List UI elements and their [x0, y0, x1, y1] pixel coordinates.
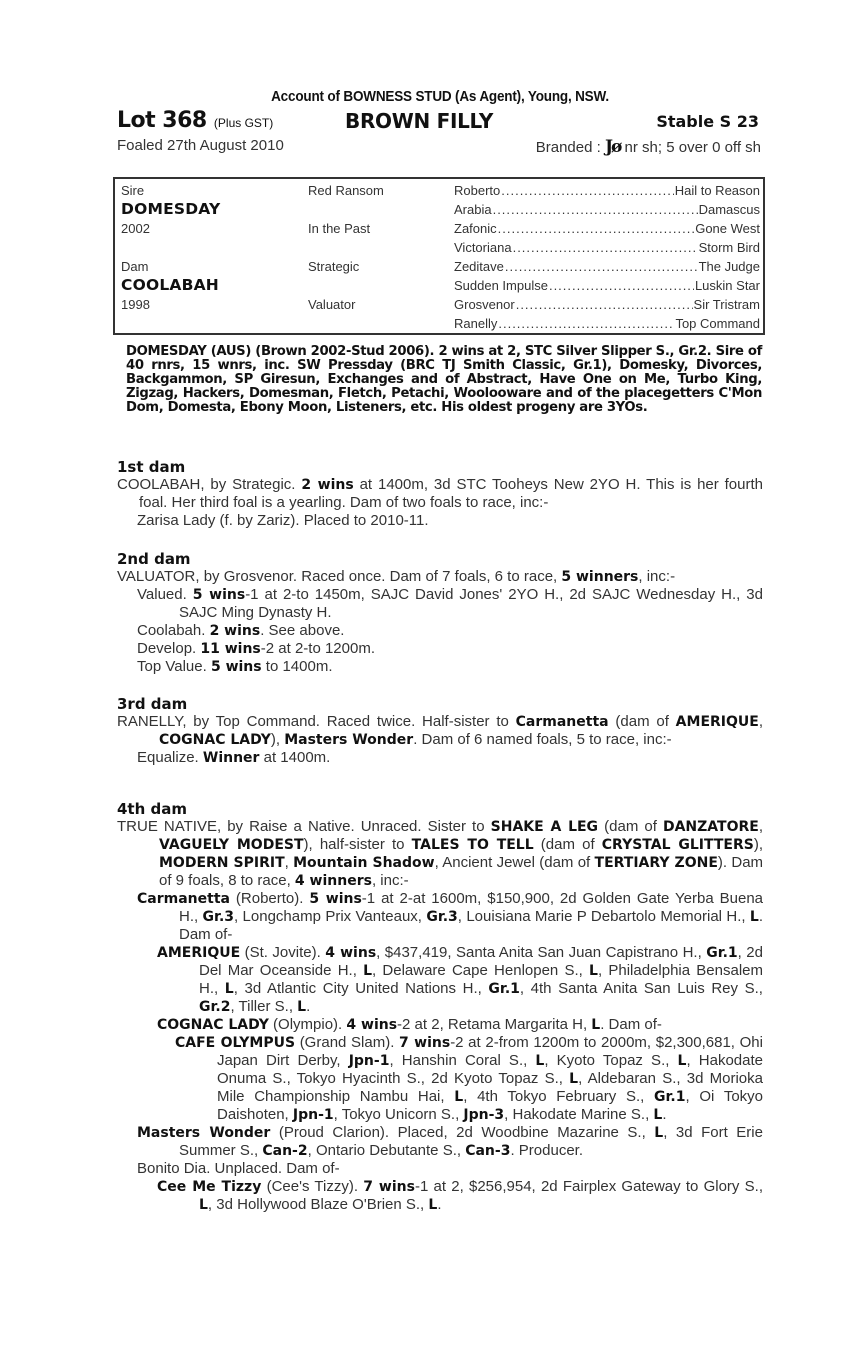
bold-text: 5 wins: [309, 891, 362, 907]
bold-text: Jpn-1: [348, 1053, 390, 1069]
text: -2 at 2-to 1200m.: [260, 640, 375, 657]
bold-text: Gr.2: [199, 999, 231, 1015]
gg-right: Top Command: [675, 316, 760, 331]
text: , Longchamp Prix Vanteaux,: [234, 908, 427, 925]
text: , 3d Hollywood Blaze O'Brien S.,: [207, 1196, 429, 1213]
gg-left: Arabia: [454, 202, 492, 217]
bold-text: L: [653, 1107, 663, 1123]
text: .: [437, 1196, 442, 1213]
bold-text: Can-2: [262, 1143, 308, 1159]
progeny-entry-bonito-dia: Bonito Dia. Unplaced. Dam of-: [137, 1160, 340, 1177]
section-heading: 4th dam: [117, 800, 187, 818]
text: , inc:-: [638, 568, 676, 585]
bold-text: L: [589, 963, 598, 979]
text: , Louisiana Marie P Debartolo Memorial H.,: [457, 908, 750, 925]
gg-right: Hail to Reason: [674, 183, 760, 198]
dam-name: COOLABAH: [121, 276, 219, 294]
text: VALUATOR, by Grosvenor. Raced once. Dam of 7 foals, 6 to race,: [117, 568, 562, 585]
branded-info: [536, 137, 761, 157]
vendor-account: Account of BOWNESS STUD (As Agent), Young, NSW.: [271, 88, 609, 105]
foaled-date: Foaled 27th August 2010: [117, 137, 284, 154]
bold-text: L: [199, 1197, 208, 1213]
dam-label: Dam: [121, 259, 149, 274]
text: . Dam of 6 named foals, 5 to race, inc:-: [413, 731, 672, 748]
bold-text: L: [535, 1053, 545, 1069]
text: ,: [284, 854, 294, 871]
text: . Dam of-: [600, 1016, 662, 1033]
great-grandparent-row: [454, 181, 760, 200]
text: ,: [758, 713, 763, 730]
great-grandparent-row: [454, 257, 760, 276]
progeny-entry: Zarisa Lady (f. by Zariz). Placed to 2010-11.: [137, 512, 429, 529]
text: at 1400m, 3d STC Tooheys New 2YO H. This is her fourth foal. Her third foal is a yearling. Dam of two foals to race, inc:-: [139, 476, 763, 511]
bold-text: Mountain Shadow: [293, 855, 435, 871]
plus-gst: (Plus GST): [213, 116, 274, 130]
text: -1 at 2-to 1450m, SAJC David Jones' 2YO H., 2d SAJC Wednesday H., 3d SAJC Ming Dynasty H.: [179, 586, 763, 621]
text: , 4th Santa Anita San Luis Rey S.,: [519, 980, 763, 997]
bold-text: L: [297, 999, 307, 1015]
text: , 4th Tokyo February S.,: [463, 1088, 655, 1105]
gg-right: The Judge: [698, 259, 760, 274]
progeny-entry: [117, 586, 763, 622]
bold-text: L: [454, 1089, 464, 1105]
text: (dam of: [598, 818, 663, 835]
first-dam-section: [117, 458, 763, 530]
text: -2 at 2-from 1200m to 2000m, $2,300,681, Ohi Japan Dirt Derby,: [217, 1034, 763, 1069]
bold-text: 5 winners: [561, 569, 639, 585]
text: , 3d Atlantic City United Nations H.,: [233, 980, 489, 997]
text: at 1400m.: [259, 749, 331, 766]
sire-label: Sire: [121, 183, 145, 198]
horse-name: COGNAC LADY: [157, 1017, 269, 1033]
bold-text: Can-3: [465, 1143, 511, 1159]
pedigree-table: [113, 177, 765, 335]
text: -1 at 2-at 1600m, $150,900, 2d Golden Gate Yerba Buena H.,: [179, 890, 764, 925]
leader-dots: [516, 295, 693, 314]
text: , Oi Tokyo Daishoten,: [217, 1088, 763, 1123]
grandsire-sire: Red Ransom: [308, 183, 384, 198]
progeny-entry: [117, 749, 763, 767]
progeny-entry-cee-me-tizzy: [117, 1178, 763, 1214]
bold-text: COGNAC LADY: [159, 732, 271, 748]
text: .: [662, 1106, 667, 1123]
text: ),: [270, 731, 285, 748]
dam-paragraph: [117, 568, 763, 586]
text: ,: [758, 818, 764, 835]
catalogue-page-header: [117, 88, 763, 159]
gg-left: Sudden Impulse: [454, 278, 548, 293]
text: , 2d Del Mar Oceanside H.,: [199, 944, 763, 979]
leader-dots: [498, 314, 674, 333]
bold-text: 11 wins: [200, 641, 261, 657]
bold-text: VAGUELY MODEST: [159, 837, 304, 853]
great-grandparent-row: [454, 295, 760, 314]
text: .: [306, 998, 311, 1015]
lot-line: [117, 109, 763, 133]
granddam-sire: In the Past: [308, 221, 371, 236]
text: RANELLY, by Top Command. Raced twice. Half-sister to: [117, 713, 516, 730]
bold-text: DANZATORE: [662, 819, 759, 835]
progeny-entry-carmanetta: [117, 890, 763, 944]
horse-name: CAFE OLYMPUS: [175, 1035, 296, 1051]
bold-text: 5 wins: [192, 587, 246, 603]
gg-left: Zafonic: [454, 221, 497, 236]
bold-text: Masters Wonder: [284, 732, 414, 748]
gg-left: Zeditave: [454, 259, 504, 274]
color-sex: BROWN FILLY: [345, 109, 494, 133]
second-dam-section: [117, 550, 763, 676]
gg-right: Gone West: [695, 221, 760, 236]
gg-right: Sir Tristram: [693, 297, 760, 312]
stable-location: Stable S 23: [656, 112, 759, 131]
text: , Kyoto Topaz S.,: [544, 1052, 678, 1069]
great-grandparent-row: [454, 314, 760, 333]
text: , Tiller S.,: [230, 998, 298, 1015]
third-dam-section: [117, 695, 763, 767]
bold-text: Gr.1: [488, 981, 520, 997]
text: Top Value.: [137, 658, 211, 675]
bold-text: L: [428, 1197, 438, 1213]
text: , Philadelphia Bensalem H.,: [199, 962, 764, 997]
bold-text: Jpn-3: [463, 1107, 505, 1123]
text: (Olympio).: [268, 1016, 347, 1033]
bold-text: Gr.1: [654, 1089, 686, 1105]
text: , Ontario Debutante S.,: [307, 1142, 466, 1159]
gg-left: Grosvenor: [454, 297, 515, 312]
text: to 1400m.: [261, 658, 333, 675]
dam-paragraph: [117, 713, 763, 749]
bold-text: SHAKE A LEG: [490, 819, 599, 835]
gg-right: Damascus: [698, 202, 760, 217]
leader-dots: [549, 276, 694, 295]
horse-name: Cee Me Tizzy: [157, 1179, 262, 1195]
gg-right: Luskin Star: [694, 278, 760, 293]
text: , Tokyo Unicorn S.,: [333, 1106, 464, 1123]
bold-text: L: [363, 963, 373, 979]
text: , Hakodate Onuma S., Tokyo Hyacinth S., 2d Kyoto Topaz S.,: [217, 1052, 763, 1087]
bold-text: Winner: [202, 750, 260, 766]
progeny-entry: [117, 640, 763, 658]
bold-text: L: [591, 1017, 601, 1033]
leader-dots: [493, 200, 698, 219]
section-heading: 1st dam: [117, 458, 186, 476]
horse-name: Masters Wonder: [137, 1125, 271, 1141]
text: , Aldebaran S., 3d Morioka Mile Championship Nambu Hai,: [217, 1070, 763, 1105]
text: , $437,419, Santa Anita San Juan Capistrano H.,: [376, 944, 707, 961]
bold-text: TALES TO TELL: [411, 837, 534, 853]
text: -2 at 2, Retama Margarita H,: [397, 1016, 592, 1033]
bold-text: 4 wins: [346, 1017, 398, 1033]
great-grandparent-row: [454, 238, 760, 257]
bold-text: TERTIARY ZONE: [594, 855, 718, 871]
sire-year: 2002: [121, 221, 150, 236]
gg-left: Roberto: [454, 183, 501, 198]
text: , Delaware Cape Henlopen S.,: [372, 962, 590, 979]
bold-text: 4 winners: [294, 873, 372, 889]
gg-left: Ranelly: [454, 316, 498, 331]
dam-paragraph: [117, 818, 763, 890]
bold-text: 2 wins: [301, 477, 354, 493]
bold-text: L: [569, 1071, 579, 1087]
bold-text: AMERIQUE: [675, 714, 759, 730]
text: , inc:-: [371, 872, 409, 889]
bold-text: Carmanetta: [515, 714, 609, 730]
text: . Dam of-: [179, 908, 763, 943]
text: . Producer.: [510, 1142, 583, 1159]
bold-text: Gr.3: [426, 909, 458, 925]
fourth-dam-section: [117, 800, 763, 1214]
lot-label: Lot 368: [117, 108, 207, 133]
bold-text: 5 wins: [210, 659, 262, 675]
progeny-entry-masters-wonder: [117, 1124, 763, 1160]
bold-text: Gr.1: [706, 945, 738, 961]
text: Equalize.: [137, 749, 203, 766]
text: (St. Jovite).: [240, 944, 326, 961]
bold-text: L: [224, 981, 234, 997]
leader-dots: [513, 238, 698, 257]
bold-text: Jpn-1: [292, 1107, 334, 1123]
horse-name: AMERIQUE: [157, 945, 241, 961]
bold-text: 7 wins: [363, 1179, 415, 1195]
text: Valued.: [137, 586, 193, 603]
text: (dam of: [533, 836, 602, 853]
text: (dam of: [608, 713, 676, 730]
dam-paragraph: [117, 476, 763, 512]
brand-mark-icon: Jø: [604, 137, 621, 157]
bold-text: MODERN SPIRIT: [159, 855, 285, 871]
text: ),: [753, 836, 764, 853]
text: , Hakodate Marine S.,: [504, 1106, 654, 1123]
granddam-dam: Valuator: [308, 297, 356, 312]
text: (Proud Clarion). Placed, 2d Woodbine Mazarine S.,: [270, 1124, 655, 1141]
great-grandparent-row: [454, 200, 760, 219]
bold-text: 2 wins: [209, 623, 261, 639]
leader-dots: [498, 219, 695, 238]
horse-name: Carmanetta: [137, 891, 230, 907]
gg-right: Storm Bird: [698, 240, 760, 255]
text: , Hanshin Coral S.,: [389, 1052, 536, 1069]
great-grandparent-row: [454, 276, 760, 295]
progeny-entry: [117, 622, 763, 640]
text: ), half-sister to: [303, 836, 412, 853]
great-grandparent-row: [454, 219, 760, 238]
text: . See above.: [260, 622, 345, 639]
sire-description: DOMESDAY (AUS) (Brown 2002-Stud 2006). 2 wins at 2, STC Silver Slipper S., Gr.2. Sire of 40 rnrs, 15 wnrs, inc. SW Pressday (BRC TJ Smith Classic, Gr.1), Domesky, Divorces, Backgammon, SP Giresun, Exchanges and of Abstract, Have One on Me, Turbo King, Zigzag, Hackers, Domesman, Fletch, Petachi, Woolooware and of the placegetters C'Mon Dom, Domesta, Ebony Moon, Listeners, etc. His oldest progeny are 3YOs.: [126, 344, 762, 415]
foaled-line: [117, 137, 763, 159]
bold-text: 4 wins: [325, 945, 377, 961]
bold-text: CRYSTAL GLITTERS: [601, 837, 754, 853]
text: ). Dam of 9 foals, 8 to race,: [159, 854, 764, 889]
lot-number: [117, 109, 273, 135]
progeny-entry-cafe-olympus: [117, 1034, 763, 1124]
gg-left: Victoriana: [454, 240, 512, 255]
branded-label: Branded :: [535, 139, 601, 156]
section-heading: 2nd dam: [117, 550, 191, 568]
progeny-entry-cognac-lady: [117, 1016, 763, 1034]
bold-text: Gr.3: [202, 909, 235, 925]
text: COOLABAH, by Strategic.: [117, 476, 302, 493]
sire-name: DOMESDAY: [121, 200, 221, 218]
leader-dots: [505, 257, 698, 276]
dam-year: 1998: [121, 297, 150, 312]
text: Coolabah.: [137, 622, 210, 639]
bold-text: L: [749, 909, 759, 925]
text: , 3d Fort Erie Summer S.,: [179, 1124, 763, 1159]
grandsire-dam: Strategic: [308, 259, 360, 274]
text: (Grand Slam).: [295, 1034, 400, 1051]
text: -1 at 2, $256,954, 2d Fairplex Gateway to Glory S.,: [414, 1178, 763, 1195]
bold-text: L: [654, 1125, 664, 1141]
text: Develop.: [137, 640, 201, 657]
progeny-entry-amerique: [117, 944, 763, 1016]
text: , Ancient Jewel (dam of: [434, 854, 595, 871]
section-heading: 3rd dam: [117, 695, 188, 713]
bold-text: 7 wins: [399, 1035, 451, 1051]
leader-dots: [501, 181, 673, 200]
progeny-entry: [117, 658, 763, 676]
bold-text: L: [677, 1053, 687, 1069]
brand-text: nr sh; 5 over 0 off sh: [624, 139, 761, 156]
text: (Roberto).: [229, 890, 310, 907]
text: (Cee's Tizzy).: [261, 1178, 364, 1195]
text: TRUE NATIVE, by Raise a Native. Unraced. Sister to: [117, 818, 491, 835]
